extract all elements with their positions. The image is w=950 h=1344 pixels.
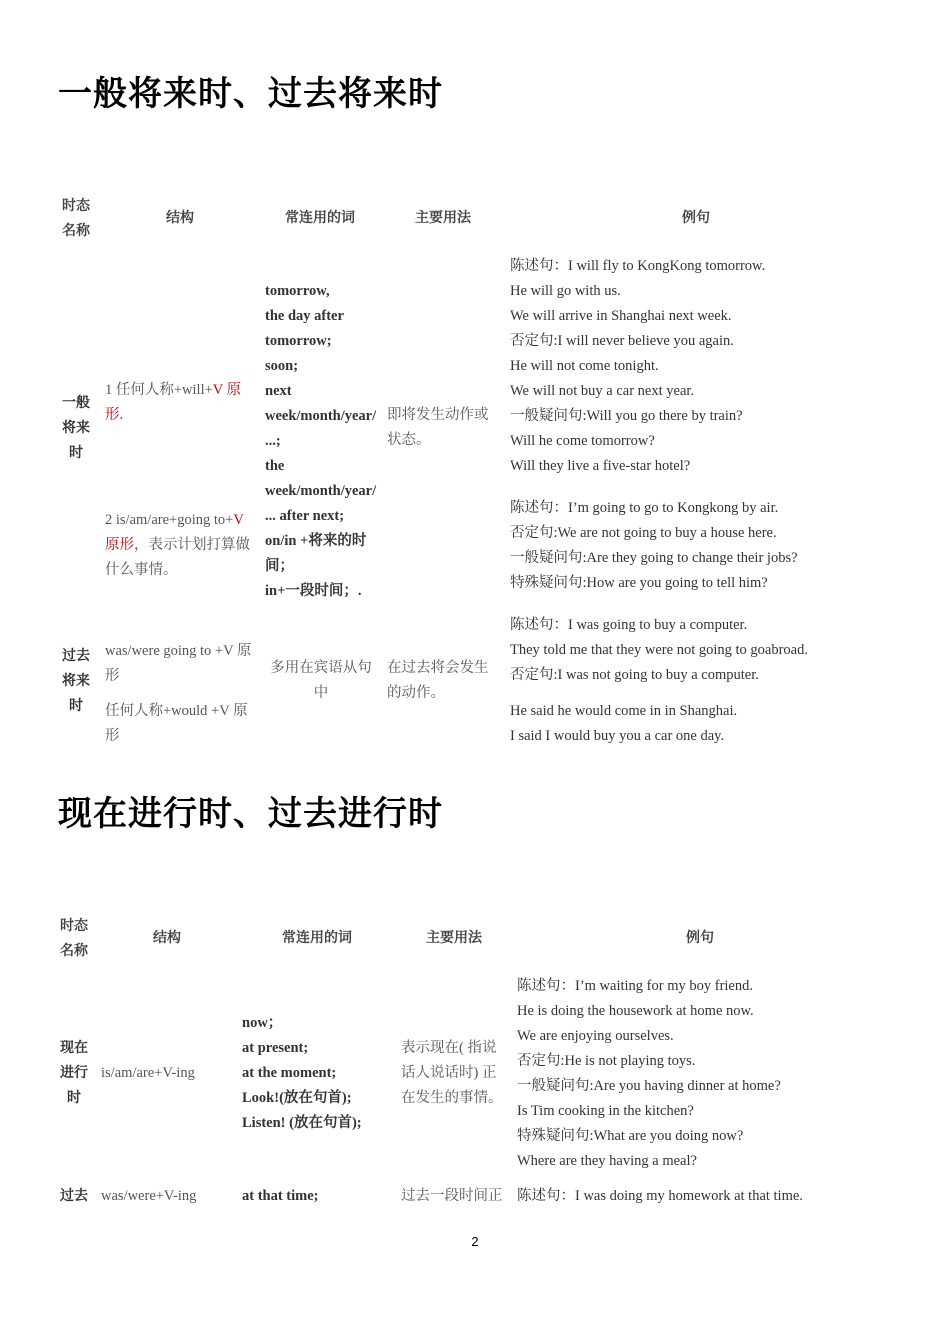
- usage-present-progressive: 表示现在( 指说话人说话时) 正在发生的事情。: [401, 1040, 503, 1106]
- header-structure: 结构: [153, 930, 181, 946]
- examples-would: [510, 699, 737, 749]
- tense-name-line: 时: [69, 698, 83, 714]
- header-usage: 主要用法: [426, 930, 482, 946]
- word-item: ... after next;: [265, 508, 345, 524]
- structure-highlight: V 原形: [105, 512, 244, 553]
- word-item: the: [265, 458, 285, 474]
- example-sentence: Is Tim cooking in the kitchen?: [517, 1103, 694, 1119]
- structure-present-progressive: is/am/are+V-ing: [101, 1065, 195, 1081]
- word-item: soon;: [265, 358, 299, 374]
- structure-text: 2 is/am/are+going to+: [105, 512, 234, 528]
- header-tense-line1: 时态: [62, 198, 90, 214]
- word-item: week/month/year/: [265, 483, 377, 499]
- example-sentence: They told me that they were not going to goabroad.: [510, 642, 808, 658]
- example-sentence: I said I would buy you a car one day.: [510, 728, 725, 744]
- common-words-future: [265, 279, 383, 604]
- example-sentence: 一般疑问句:Will you go there by train?: [510, 408, 743, 424]
- examples-was-going-to: [510, 613, 808, 688]
- word-item: tomorrow;: [265, 333, 332, 349]
- header-tense-name: [54, 914, 94, 964]
- example-sentence: We will not buy a car next year.: [510, 383, 695, 399]
- example-sentence: 否定句:We are not going to buy a house here.: [510, 525, 777, 541]
- structure-going-to: [105, 508, 253, 583]
- header-structure: 结构: [166, 210, 194, 226]
- common-words-present-progressive: [242, 1011, 392, 1136]
- word-item: now；: [242, 1015, 283, 1031]
- section-title-future: 一般将来时、过去将来时: [58, 74, 443, 114]
- tense-name-line: 将来: [62, 420, 90, 436]
- header-common-words: 常连用的词: [285, 210, 355, 226]
- word-item: the day after: [265, 308, 344, 324]
- word-item: in+一段时间；.: [265, 583, 362, 599]
- example-sentence: He will not come tonight.: [510, 358, 659, 374]
- tense-name-line: 一般: [62, 395, 90, 411]
- example-sentence: 特殊疑问句:What are you doing now?: [517, 1128, 744, 1144]
- header-examples: 例句: [682, 210, 710, 226]
- example-sentence: Will they live a five-star hotel?: [510, 458, 691, 474]
- example-sentence: 一般疑问句:Are you having dinner at home?: [517, 1078, 781, 1094]
- usage-future: 即将发生动作或状态。: [387, 407, 489, 448]
- tense-name-present-progressive: [54, 1036, 94, 1111]
- example-sentence: 陈述句：I was going to buy a computer.: [510, 617, 748, 633]
- header-tense-line2: 名称: [62, 223, 90, 239]
- example-sentence: He will go with us.: [510, 283, 621, 299]
- tense-name-line: 进行: [60, 1065, 88, 1081]
- structure-tail: ，表示计划打算做什么事情。: [105, 537, 250, 578]
- example-sentence: 一般疑问句:Are they going to change their jobs?: [510, 550, 798, 566]
- examples-present-progressive: [517, 974, 781, 1174]
- header-usage: 主要用法: [415, 210, 471, 226]
- example-sentence: We will arrive in Shanghai next week.: [510, 308, 732, 324]
- header-common-words: 常连用的词: [282, 930, 352, 946]
- section-title-progressive: 现在进行时、过去进行时: [58, 794, 443, 834]
- example-past-progressive: 陈述句：I was doing my homework at that time.: [517, 1188, 803, 1204]
- tense-name-line: 将来: [62, 673, 90, 689]
- page-number: 2: [471, 1234, 479, 1249]
- tense-name-past-future: [56, 644, 96, 719]
- common-words-past-future: 多用在宾语从句中: [270, 660, 372, 701]
- structure-will: [105, 378, 253, 428]
- usage-past-future: 在过去将会发生的动作。: [387, 660, 489, 701]
- word-item: ...;: [265, 433, 281, 449]
- word-item: tomorrow,: [265, 283, 330, 299]
- structure-past-progressive: was/were+V-ing: [101, 1188, 197, 1204]
- common-words-past-progressive: at that time;: [242, 1188, 319, 1204]
- word-item: at the moment;: [242, 1065, 337, 1081]
- header-tense-line2: 名称: [60, 943, 88, 959]
- word-item: next: [265, 383, 292, 399]
- example-sentence: 陈述句：I’m going to go to Kongkong by air.: [510, 500, 779, 516]
- example-sentence: 特殊疑问句:How are you going to tell him?: [510, 575, 768, 591]
- example-sentence: 否定句:I will never believe you again.: [510, 333, 734, 349]
- header-tense-line1: 时态: [60, 918, 88, 934]
- example-sentence: Will he come tomorrow?: [510, 433, 655, 449]
- word-item: Listen! (放在句首);: [242, 1115, 362, 1131]
- tense-name-line: 现在: [60, 1040, 88, 1056]
- example-sentence: We are enjoying ourselves.: [517, 1028, 674, 1044]
- header-tense-name: [56, 194, 96, 244]
- word-item: week/month/year/: [265, 408, 377, 424]
- example-sentence: 陈述句：I’m waiting for my boy friend.: [517, 978, 753, 994]
- word-item: 间；: [265, 558, 294, 574]
- examples-will: [510, 254, 765, 479]
- structure-tail: .: [119, 407, 124, 423]
- structure-highlight: V 原形: [105, 382, 242, 423]
- structure-text: 1 任何人称+will+: [105, 382, 213, 398]
- structure-was-going-to: was/were going to +V 原形: [105, 643, 252, 684]
- example-sentence: He is doing the housework at home now.: [517, 1003, 754, 1019]
- word-item: at present;: [242, 1040, 309, 1056]
- word-item: Look!(放在句首);: [242, 1090, 352, 1106]
- examples-going-to: [510, 496, 798, 596]
- example-sentence: He said he would come in in Shanghai.: [510, 703, 738, 719]
- example-sentence: Where are they having a meal?: [517, 1153, 697, 1169]
- usage-past-progressive: 过去一段时间正: [401, 1188, 503, 1204]
- tense-name-line: 时: [69, 445, 83, 461]
- header-examples: 例句: [686, 930, 714, 946]
- tense-name-line: 过去: [62, 648, 90, 664]
- tense-name-line: 时: [67, 1090, 81, 1106]
- word-item: on/in +将来的时: [265, 533, 367, 549]
- tense-name-simple-future: [56, 391, 96, 466]
- example-sentence: 否定句:I was not going to buy a computer.: [510, 667, 759, 683]
- tense-name-past-progressive: 过去: [60, 1188, 88, 1204]
- example-sentence: 否定句:He is not playing toys.: [517, 1053, 696, 1069]
- structure-would: 任何人称+would +V 原形: [105, 703, 248, 744]
- example-sentence: 陈述句：I will fly to KongKong tomorrow.: [510, 258, 766, 274]
